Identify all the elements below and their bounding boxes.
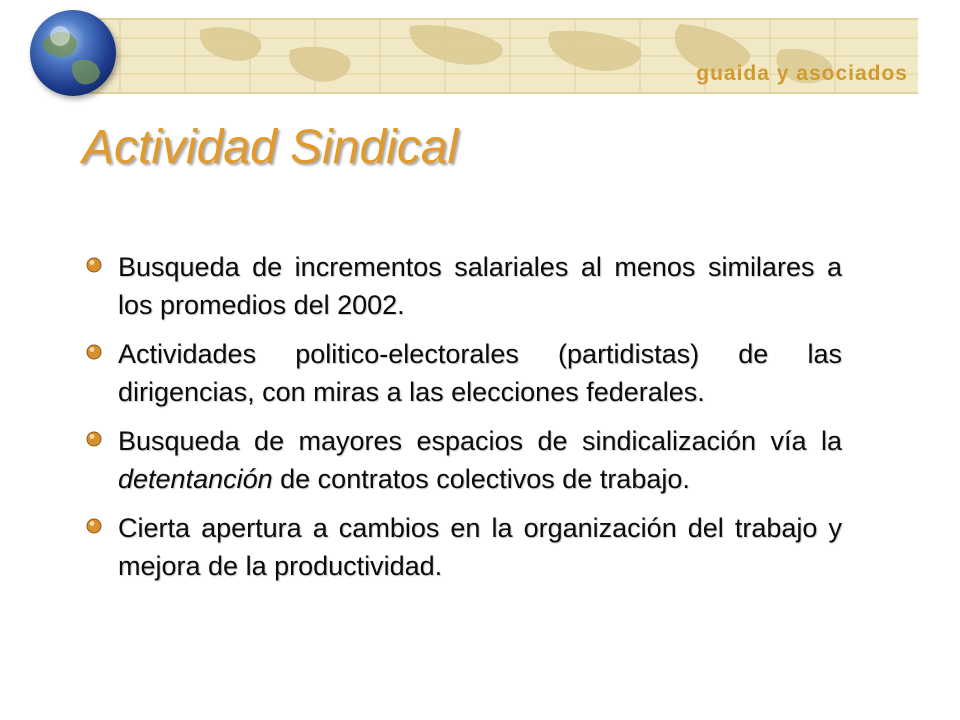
header-banner [80, 18, 918, 94]
orb-bullet-icon [86, 344, 102, 360]
slide-title: Actividad Sindical [82, 121, 459, 174]
globe-icon [30, 10, 116, 96]
bullet-text: Actividades politico-electorales (partidistas) de las dirigencias, con miras a las elecciones federales. [118, 339, 842, 407]
bullet-text: Busqueda de incrementos salariales al menos similares a los promedios del 2002. [118, 252, 842, 320]
bullet-list [82, 248, 842, 596]
bullet-text: Cierta apertura a cambios en la organización del trabajo y mejora de la productividad. [118, 513, 842, 581]
bullet-emphasis: detentanción [118, 464, 273, 494]
bullet-item [82, 509, 842, 585]
orb-bullet-icon [86, 518, 102, 534]
orb-bullet-icon [86, 257, 102, 273]
orb-bullet-icon [86, 431, 102, 447]
bullet-text-part: Busqueda de mayores espacios de sindicalización vía la [118, 426, 842, 456]
bullet-item [82, 422, 842, 498]
bullet-item [82, 335, 842, 411]
brand-name: guaida y asociados [696, 62, 908, 85]
bullet-text-part: de contratos colectivos de trabajo. [272, 464, 690, 494]
bullet-item [82, 248, 842, 324]
